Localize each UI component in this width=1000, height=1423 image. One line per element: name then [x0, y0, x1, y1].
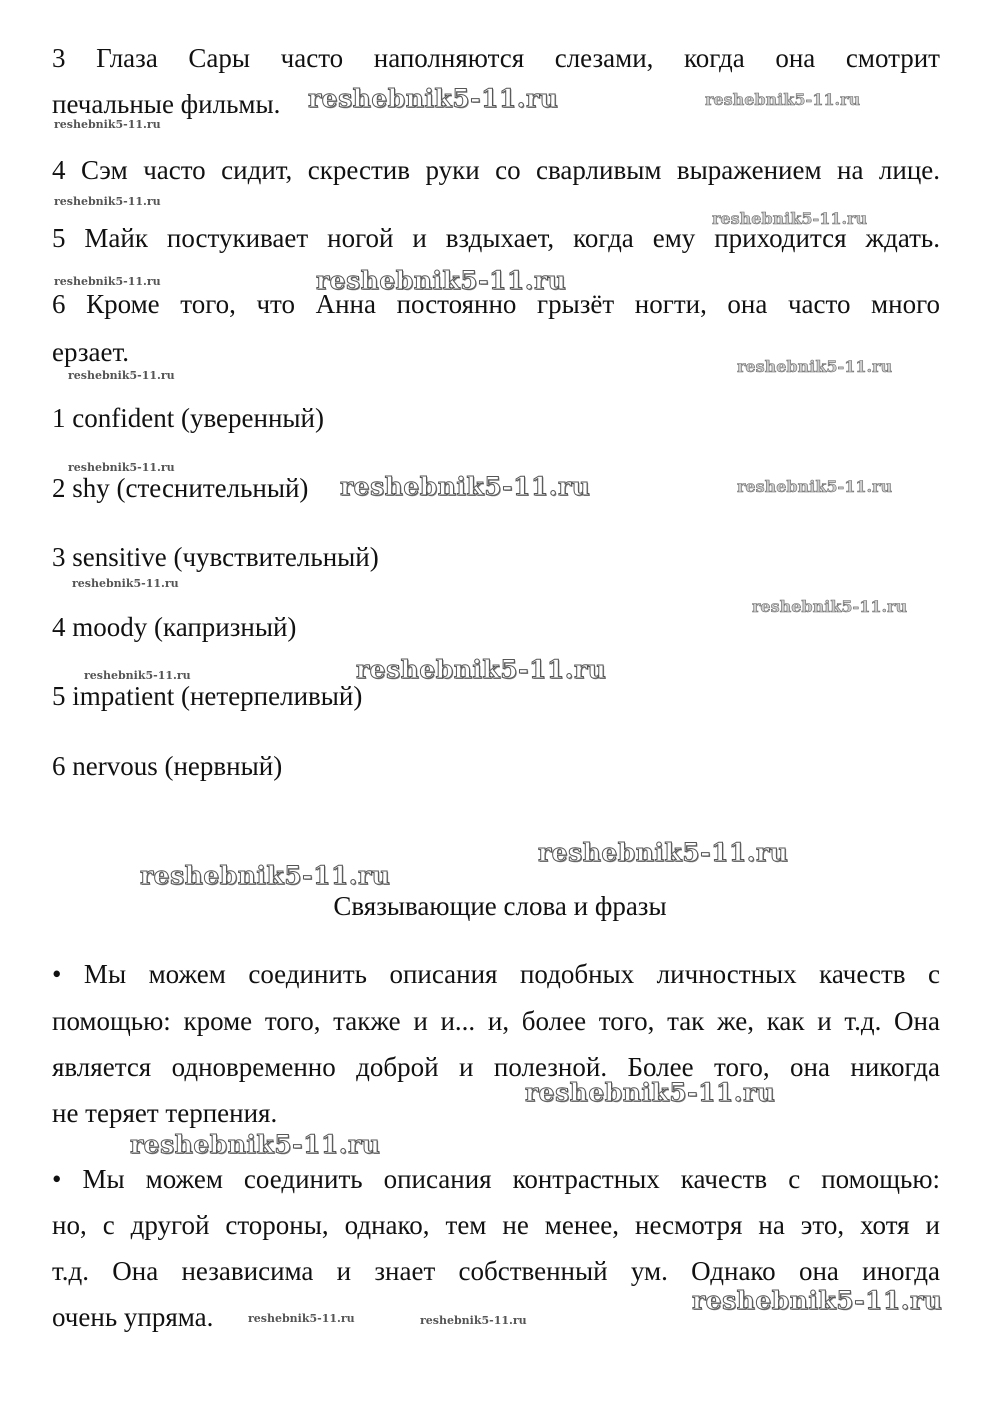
watermark: reshebnik5-11.ru	[538, 838, 789, 867]
watermark: reshebnik5-11.ru	[356, 655, 607, 684]
watermark: reshebnik5-11.ru	[54, 118, 161, 131]
paragraph-2-line: но, с другой стороны, однако, тем не менее, несмотря на это, хотя и	[52, 1210, 940, 1240]
watermark: reshebnik5-11.ru	[248, 1312, 355, 1325]
paragraph-1-line: помощью: кроме того, также и и... и, более того, так же, как и т.д. Она	[52, 1006, 940, 1036]
paragraph-2-line: т.д. Она независима и знает собственный ум. Однако она иногда	[52, 1256, 940, 1286]
section-title: Связывающие слова и фразы	[333, 891, 667, 921]
watermark: reshebnik5-11.ru	[130, 1130, 381, 1159]
paragraph-2-line: очень упряма.	[52, 1302, 214, 1332]
watermark: reshebnik5-11.ru	[308, 84, 559, 113]
watermark: reshebnik5-11.ru	[705, 90, 861, 109]
watermark: reshebnik5-11.ru	[54, 195, 161, 208]
sentence-3-line-1: 3 Глаза Сары часто наполняются слезами, когда она смотрит	[52, 43, 940, 73]
paragraph-2-line: • Мы можем соединить описания контрастных качеств с помощью:	[52, 1164, 940, 1194]
watermark: reshebnik5-11.ru	[68, 369, 175, 382]
watermark: reshebnik5-11.ru	[316, 266, 567, 295]
paragraph-1-line: является одновременно доброй и полезной. Более того, она никогда	[52, 1052, 940, 1082]
watermark: reshebnik5-11.ru	[737, 357, 893, 376]
watermark: reshebnik5-11.ru	[54, 275, 161, 288]
watermark: reshebnik5-11.ru	[340, 472, 591, 501]
sentence-6-line-1: 6 Кроме того, что Анна постоянно грызёт ногти, она часто много	[52, 289, 940, 319]
sentence-6-line-2: ерзает.	[52, 337, 129, 367]
adjective-item: 4 moody (капризный)	[52, 612, 297, 642]
watermark: reshebnik5-11.ru	[752, 597, 908, 616]
watermark: reshebnik5-11.ru	[712, 209, 868, 228]
sentence-3-line-2: печальные фильмы.	[52, 89, 281, 119]
adjective-item: 6 nervous (нервный)	[52, 751, 283, 781]
watermark: reshebnik5-11.ru	[72, 577, 179, 590]
sentence-5: 5 Майк постукивает ногой и вздыхает, когда ему приходится ждать.	[52, 223, 940, 253]
watermark: reshebnik5-11.ru	[84, 669, 191, 682]
watermark: reshebnik5-11.ru	[140, 861, 391, 890]
adjective-item: 2 shy (стеснительный)	[52, 473, 309, 503]
paragraph-1-line: • Мы можем соединить описания подобных личностных качеств с	[52, 959, 940, 989]
watermark: reshebnik5-11.ru	[692, 1286, 943, 1315]
adjective-item: 1 confident (уверенный)	[52, 403, 324, 433]
paragraph-1-line: не теряет терпения.	[52, 1098, 278, 1128]
adjective-item: 3 sensitive (чувствительный)	[52, 542, 379, 572]
watermark: reshebnik5-11.ru	[68, 461, 175, 474]
watermark: reshebnik5-11.ru	[525, 1078, 776, 1107]
watermark: reshebnik5-11.ru	[420, 1314, 527, 1327]
sentence-4: 4 Сэм часто сидит, скрестив руки со сварливым выражением на лице.	[52, 155, 940, 185]
adjective-item: 5 impatient (нетерпеливый)	[52, 681, 363, 711]
watermark: reshebnik5-11.ru	[737, 477, 893, 496]
